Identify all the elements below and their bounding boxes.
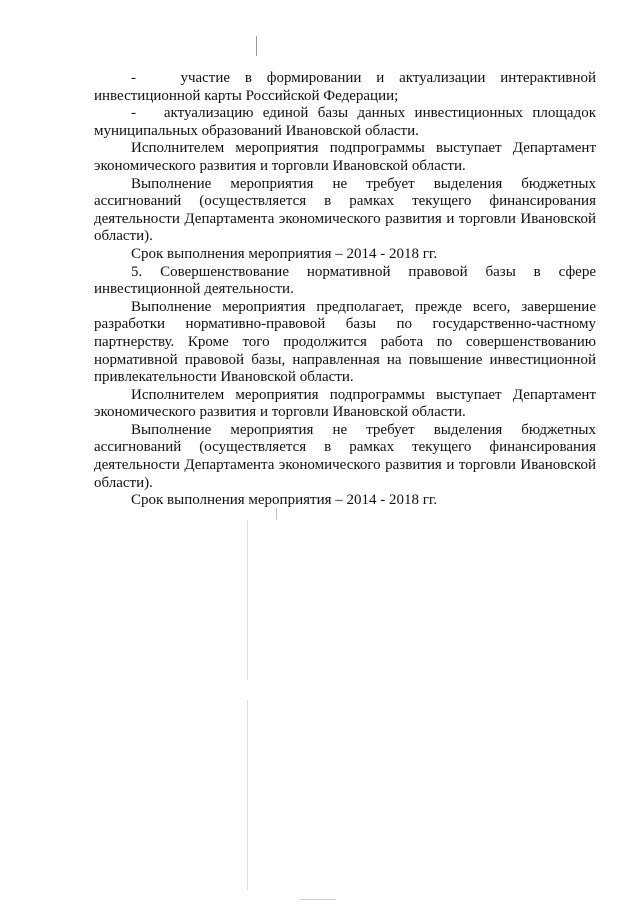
paragraph-executor-1: Исполнителем мероприятия подпрограммы выступает Департамент экономического развития и торговли Ивановской области. (94, 140, 596, 174)
paragraph-deadline-2: Срок выполнения мероприятия – 2014 - 2018 гг. (131, 492, 438, 509)
paragraph-funding-2: Выполнение мероприятия не требует выделения бюджетных ассигнований (осуществляется в рамках текущего финансирования деятельности Департамента экономического развития и торговли Ивановской области). (94, 421, 596, 491)
scan-artifact-bottom (300, 899, 336, 900)
scan-artifact-top (256, 36, 257, 56)
scan-artifact-mid-2 (247, 700, 248, 890)
document-body (94, 70, 596, 510)
paragraph-executor-2: Исполнителем мероприятия подпрограммы выступает Департамент экономического развития и торговли Ивановской области. (94, 386, 596, 421)
paragraph-deadline-1: Срок выполнения мероприятия – 2014 - 2018 гг. (131, 245, 438, 262)
scan-artifact-mid-1 (247, 520, 248, 680)
list-item-interactive-map: - участие в формировании и актуализации интерактивной инвестиционной карты Российской Федерации; (94, 70, 596, 104)
list-item-database-update: - актуализацию единой базы данных инвестиционных площадок муниципальных образований Ивановской области. (94, 105, 596, 139)
paragraph-description-5: Выполнение мероприятия предполагает, прежде всего, завершение разработки нормативно-правовой базы по государственно-частному партнерству. Кроме того продолжится работа по совершенствованию нормативной правовой базы, направленная на повышение инвестиционной привлекательности Ивановской области. (94, 298, 596, 386)
section-heading-5: 5. Совершенствование нормативной правовой базы в сфере инвестиционной деятельности. (94, 263, 596, 298)
paragraph-funding-1: Выполнение мероприятия не требует выделения бюджетных ассигнований (осуществляется в рамках текущего финансирования деятельности Департамента экономического развития и торговли Ивановской области). (94, 175, 596, 245)
